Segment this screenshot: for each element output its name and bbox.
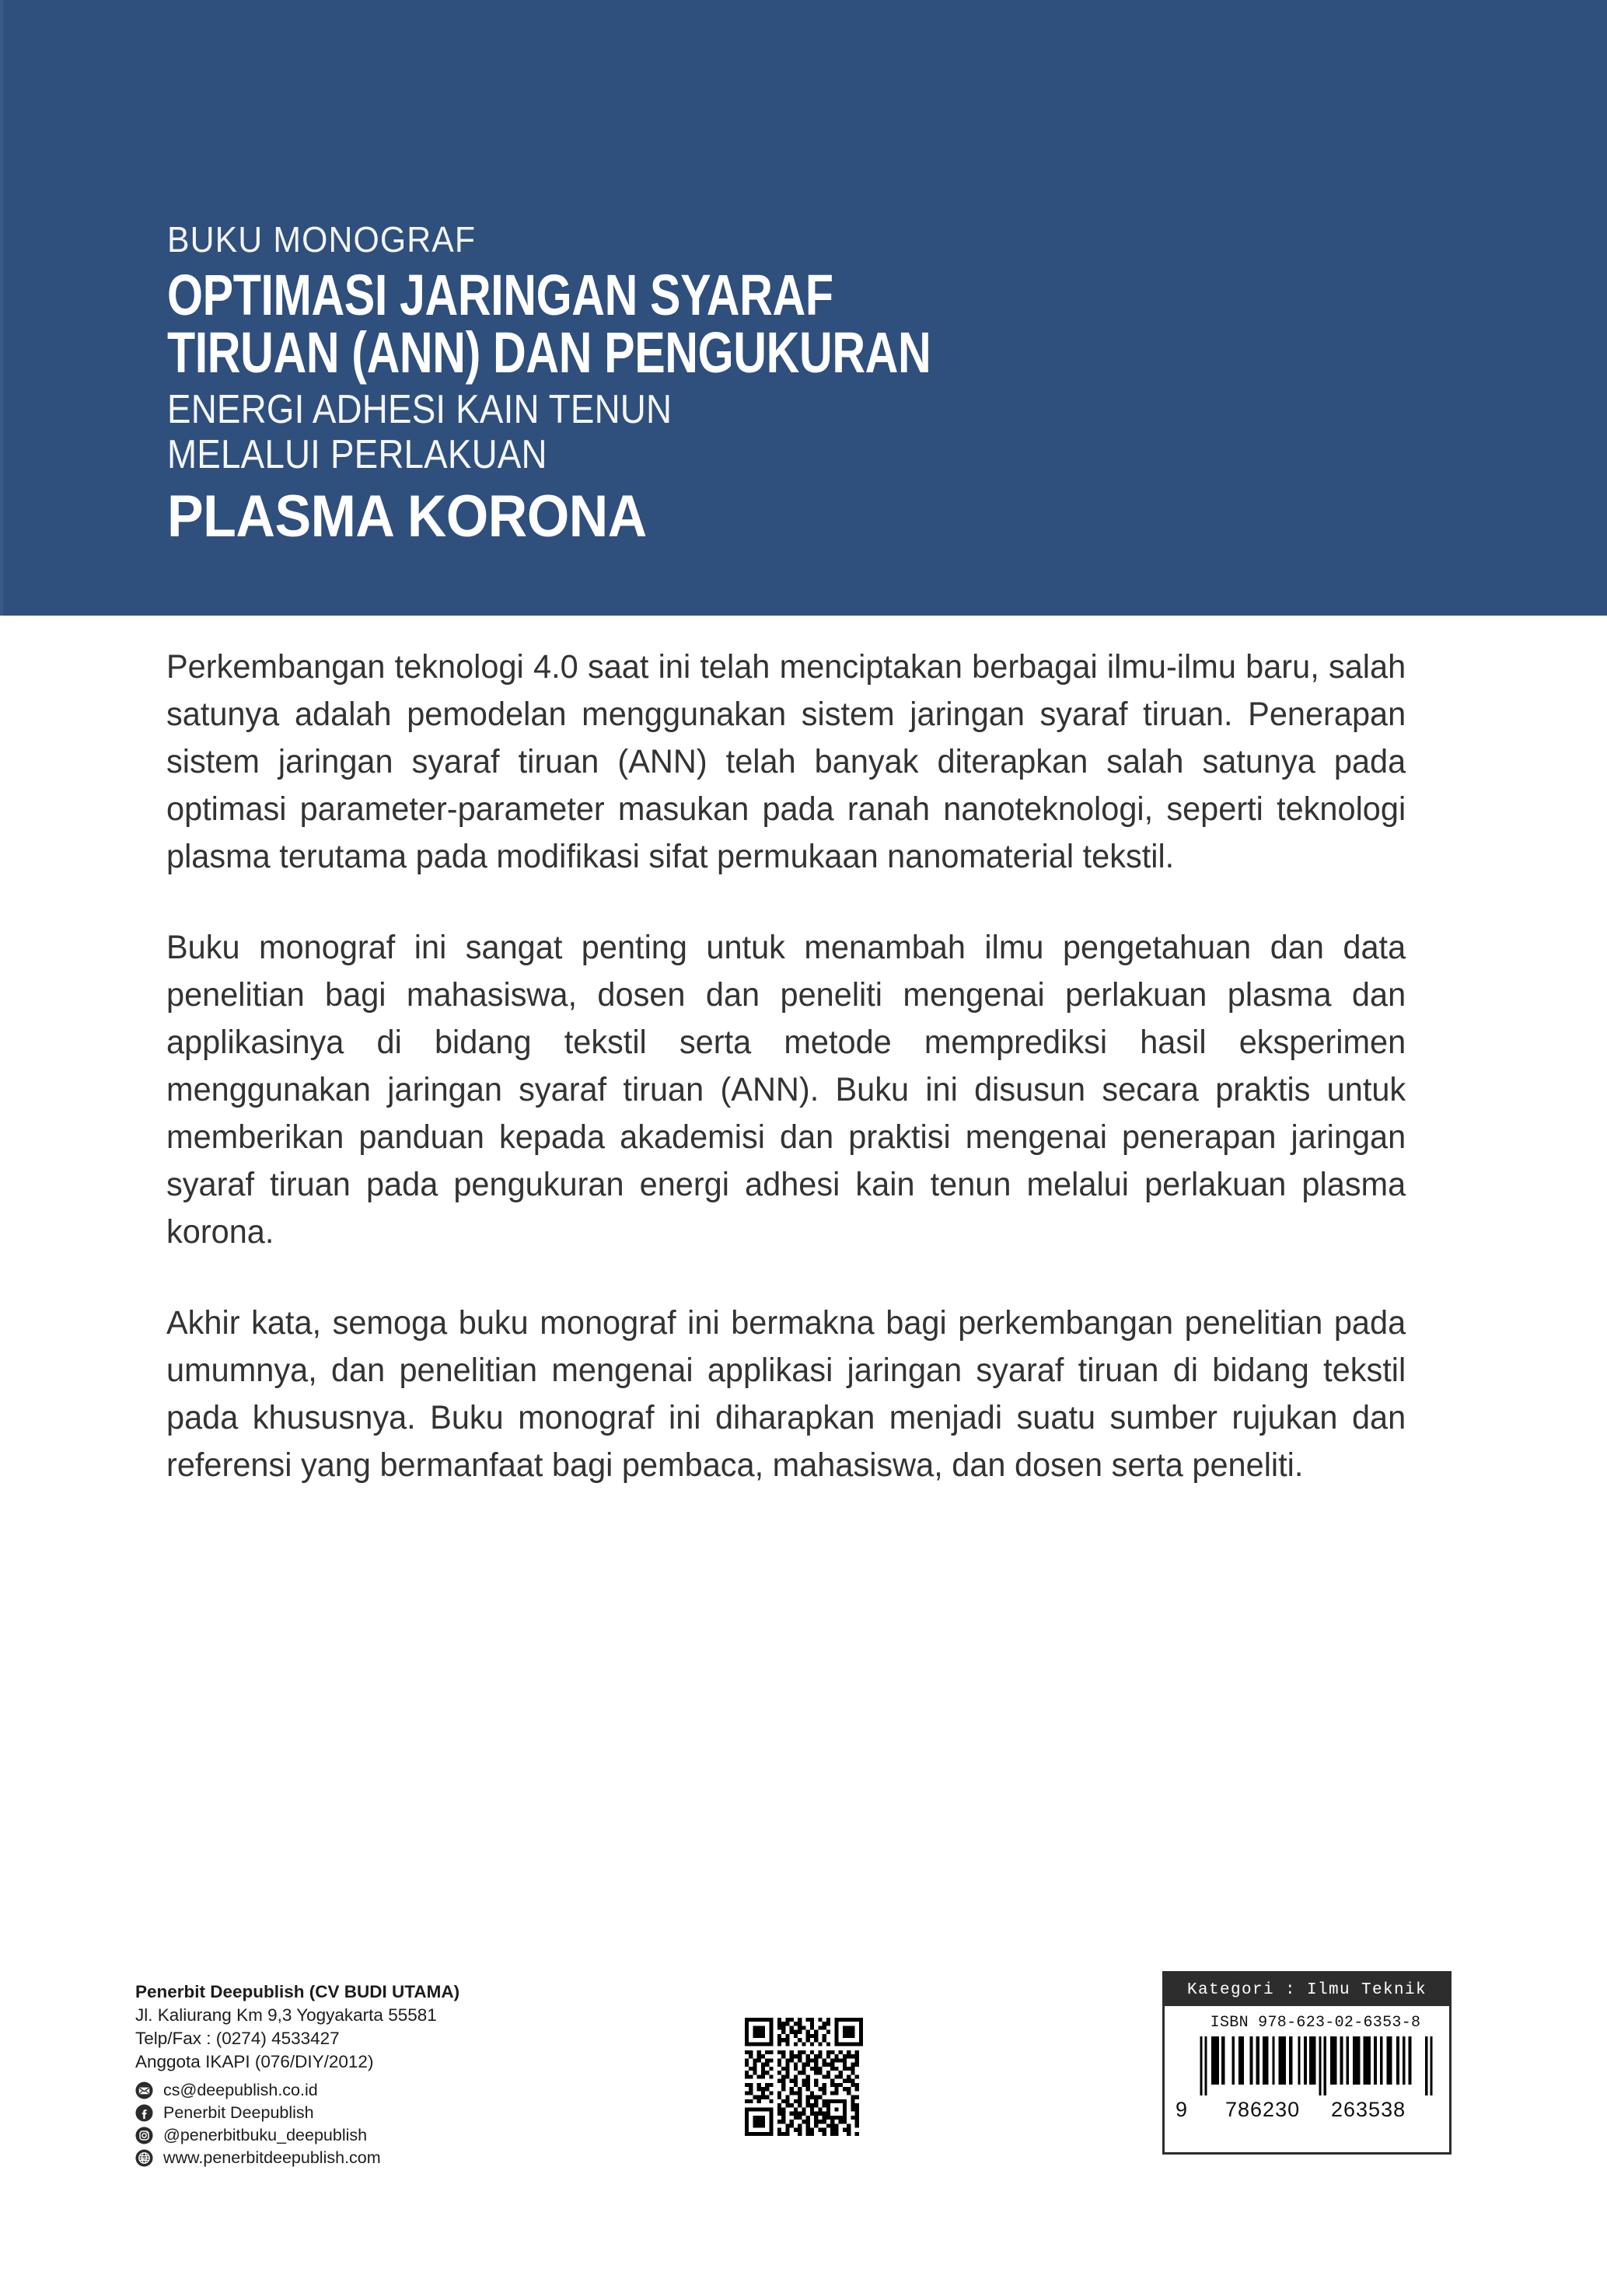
barcode-right-group: 263538 bbox=[1331, 2098, 1406, 2121]
barcode-digits bbox=[1165, 2098, 1449, 2121]
contact-label-facebook[interactable]: Penerbit Deepublish bbox=[163, 2103, 314, 2122]
title-sub-line-1: ENERGI ADHESI KAIN TENUN bbox=[167, 387, 672, 432]
isbn-label: ISBN 978-623-02-6353-8 bbox=[1210, 2014, 1421, 2032]
cover-header-band bbox=[0, 0, 1607, 616]
blurb-paragraph: Akhir kata, semoga buku monograf ini bermakna bagi perkembangan penelitian pada umumnya, dan penelitian mengenai applikasi jaringan syaraf tiruan di bidang tekstil pada khususnya. Buku monograf ini diharapkan menjadi suatu sumber rujukan dan referensi yang bermanfaat bagi pembaca, mahasiswa, dan dosen serta peneliti. bbox=[166, 1304, 1406, 1484]
blurb-paragraph: Perkembangan teknologi 4.0 saat ini telah menciptakan berbagai ilmu-ilmu baru, salah satunya adalah pemodelan menggunakan sistem jaringan syaraf tiruan. Penerapan sistem jaringan syaraf tiruan (ANN) telah banyak diterapkan salah satunya pada optimasi parameter-parameter masukan pada ranah nanoteknologi, seperti teknologi plasma terutama pada modifikasi sifat permukaan nanomaterial tekstil. bbox=[166, 648, 1406, 875]
publisher-name: Penerbit Deepublish (CV BUDI UTAMA) bbox=[135, 1982, 460, 2001]
publisher-info bbox=[135, 1980, 617, 2169]
publisher-address: Jl. Kaliurang Km 9,3 Yogyakarta 55581 bbox=[135, 2005, 437, 2025]
contact-label-website[interactable]: www.penerbitdeepublish.com bbox=[163, 2148, 381, 2167]
barcode-leading-digit: 9 bbox=[1176, 2098, 1188, 2121]
publisher-phone: Telp/Fax : (0274) 4533427 bbox=[135, 2029, 340, 2048]
isbn-barcode-box bbox=[1162, 1971, 1452, 2155]
contact-row-website bbox=[135, 2147, 617, 2169]
blurb-paragraph: Buku monograf ini sangat penting untuk menambah ilmu pengetahuan dan data penelitian bagi mahasiswa, dosen dan peneliti mengenai perlakuan plasma dan applikasinya di bidang tekstil serta metode memprediksi hasil eksperimen menggunakan jaringan syaraf tiruan (ANN). Buku ini disusun secara praktis untuk memberikan panduan kepada akademisi dan praktisi mengenai penerapan jaringan syaraf tiruan pada pengukuran energi adhesi kain tenun melalui perlakuan plasma korona. bbox=[166, 929, 1406, 1251]
title-sub-line-2: MELALUI PERLAKUAN bbox=[167, 432, 547, 477]
ean13-barcode bbox=[1165, 2036, 1451, 2095]
back-cover-blurb bbox=[166, 644, 1451, 1489]
publisher-contact-list bbox=[135, 2079, 617, 2169]
title-main-line-1: OPTIMASI JARINGAN SYARAF bbox=[167, 263, 833, 327]
category-label: Kategori : Ilmu Teknik bbox=[1186, 1980, 1427, 1999]
contact-row-instagram bbox=[135, 2124, 617, 2147]
publisher-membership: Anggota IKAPI (076/DIY/2012) bbox=[135, 2052, 374, 2071]
contact-row-facebook bbox=[135, 2102, 617, 2124]
contact-row-email bbox=[135, 2079, 617, 2102]
title-hero: PLASMA KORONA bbox=[167, 483, 647, 550]
title-kicker: BUKU MONOGRAF bbox=[167, 219, 477, 260]
qr-code[interactable] bbox=[745, 2018, 863, 2136]
title-main-line-2: TIRUAN (ANN) DAN PENGUKURAN bbox=[167, 320, 931, 385]
facebook-icon bbox=[135, 2104, 153, 2122]
header-edge-strip bbox=[0, 0, 3, 616]
globe-icon bbox=[135, 2149, 153, 2167]
barcode-left-group: 786230 bbox=[1225, 2098, 1301, 2121]
envelope-icon bbox=[135, 2081, 153, 2099]
contact-label-instagram[interactable]: @penerbitbuku_deepublish bbox=[163, 2126, 368, 2144]
category-bar bbox=[1165, 1973, 1449, 2006]
contact-label-email[interactable]: cs@deepublish.co.id bbox=[163, 2081, 318, 2099]
instagram-icon bbox=[135, 2127, 153, 2144]
title-block bbox=[167, 219, 1489, 550]
